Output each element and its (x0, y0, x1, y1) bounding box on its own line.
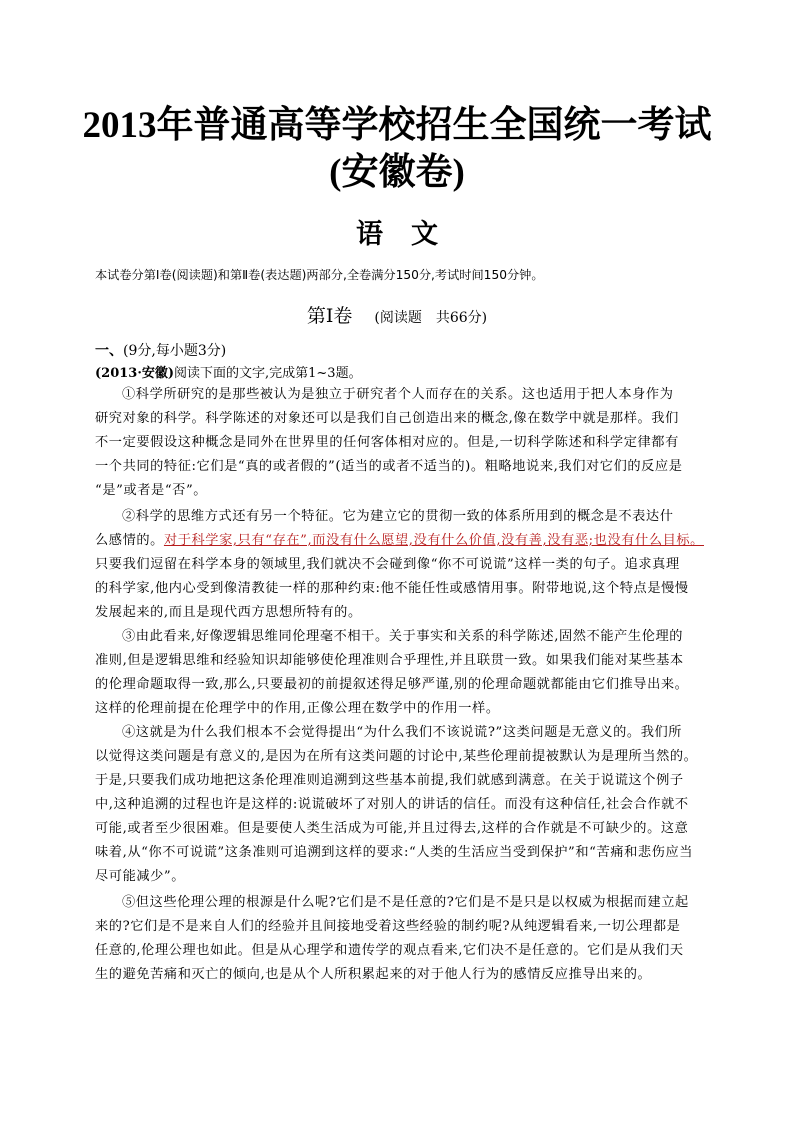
passage-text: 么感情的。 (95, 533, 164, 548)
passage-line: 发展起来的,而且是现代西方思想所特有的。 (95, 605, 362, 620)
question-instruction: 阅读下面的文字,完成第1~3题。 (174, 366, 362, 381)
passage-line: ⑤但这些伦理公理的根源是什么呢?它们是不是任意的?它们是不是只是以权威为根据而建立起 (122, 895, 689, 910)
passage-line: 尽可能减少”。 (95, 869, 186, 884)
question-source (95, 362, 362, 381)
passage-line: 这样的伦理前提在伦理学中的作用,正像公理在数学中的作用一样。 (95, 701, 500, 716)
question-header (95, 340, 226, 360)
passage-line: 不一定要假设这种概念是同外在世界里的任何客体相对应的。但是,一切科学陈述和科学定律都有 (95, 435, 679, 450)
passage-line: ④这就是为什么我们根本不会觉得提出“为什么我们不该说谎?”这类问题是无意义的。我们所 (122, 725, 683, 740)
passage-line: 只要我们逗留在科学本身的领域里,我们就决不会碰到像“你不可说谎”这样一类的句子。追求真理 (95, 557, 680, 572)
exam-title: 2013年普通高等学校招生全国统一考试 (82, 105, 712, 146)
section-heading (0, 301, 794, 328)
passage-line: ②科学的思维方式还有另一个特征。它为建立它的贯彻一致的体系所用到的概念是不表达什 (122, 509, 674, 524)
passage-line: 味着,从“你不可说谎”这条准则可追溯到这样的要求:“人类的生活应当受到保护”和“苦痛和悲伤应当 (95, 845, 694, 860)
section-title: 第Ⅰ卷 (306, 305, 353, 327)
source-tag: (2013·安徽) (95, 366, 175, 381)
passage-line: 准则,但是逻辑思维和经验知识却能够使伦理准则合乎理性,并且联贯一致。如果我们能对某些基本 (95, 653, 684, 668)
section-subtitle: (阅读题 共66分) (374, 310, 488, 326)
passage-line: 中,这种追溯的过程也许是这样的:说谎破坏了对别人的讲话的信任。而没有这种信任,社会合作就不 (95, 797, 689, 812)
passage-line: 研究对象的科学。科学陈述的对象还可以是我们自己创造出来的概念,像在数学中就是那样。我们 (95, 411, 679, 426)
exam-province: (安徽卷) (329, 152, 465, 193)
passage-line: 于是,只要我们成功地把这条伦理准则追溯到这些基本前提,我们就感到满意。在关于说谎这个例子 (95, 773, 684, 788)
passage-line: 任意的,伦理公理也如此。但是从心理学和遗传学的观点看来,它们决不是任意的。它们是从我们天 (95, 943, 684, 958)
passage-line: 可能,或者至少很困难。但是要使人类生活成为可能,并且过得去,这样的合作就是不可缺少的。这意 (95, 821, 689, 836)
passage-line (95, 532, 704, 550)
passage-line: ①科学所研究的是那些被认为是独立于研究者个人而存在的关系。这也适用于把人本身作为 (122, 387, 674, 402)
exam-instructions: 本试卷分第Ⅰ卷(阅读题)和第Ⅱ卷(表达题)两部分,全卷满分150分,考试时间150分钟。 (95, 268, 544, 282)
passage-line: 来的?它们是不是来自人们的经验并且间接地受着这些经验的制约呢?从纯逻辑看来,一切公理都是 (95, 919, 681, 934)
passage-line: 一个共同的特征:它们是“真的或者假的”(适当的或者不适当的)。粗略地说来,我们对它们的反应是 (95, 459, 683, 474)
passage-line: ③由此看来,好像逻辑思维同伦理毫不相干。关于事实和关系的科学陈述,固然不能产生伦理的 (122, 629, 684, 644)
question-points: (9分,每小题3分) (123, 343, 227, 359)
passage-line: 以觉得这类问题是有意义的,是因为在所有这类问题的讨论中,某些伦理前提被默认为是理所当然的。 (95, 749, 698, 764)
question-number: 一、 (95, 343, 123, 359)
passage-line: 的伦理命题取得一致,那么,只要最初的前提叙述得足够严谨,别的伦理命题就都能由它们推导出来。 (95, 677, 689, 692)
passage-line: “是”或者是“否”。 (95, 483, 208, 498)
subject-heading: 语文 (356, 219, 466, 250)
passage-line: 的科学家,他内心受到像清教徒一样的那种约束:他不能任性或感情用事。附带地说,这个特点是慢慢 (95, 581, 689, 596)
highlighted-sentence: 对于科学家,只有“存在”,而没有什么愿望,没有什么价值,没有善,没有恶;也没有什么目标。 (163, 533, 704, 548)
passage-line: 生的避免苦痛和灭亡的倾向,也是从个人所积累起来的对于他人行为的感情反应推导出来的。 (95, 967, 652, 982)
